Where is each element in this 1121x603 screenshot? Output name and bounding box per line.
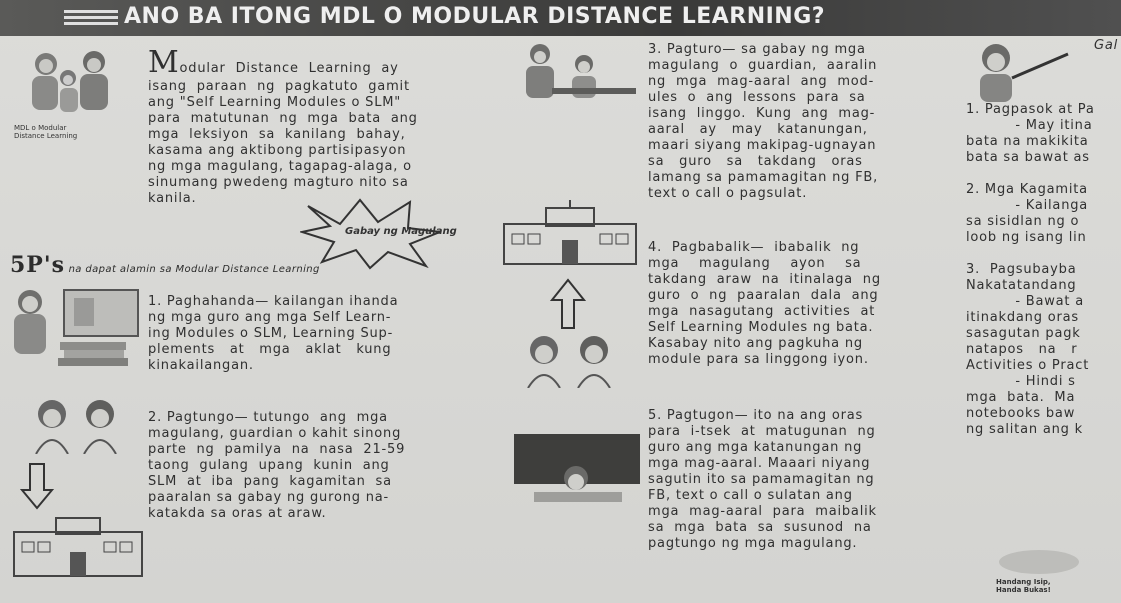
intro-first-line-text: odular Distance Learning ay bbox=[179, 61, 399, 76]
step-3-text: 3. Pagturo— sa gabay ng mga magulang o guardian, aaralin ng mga mag-aaral ang mod- ules o ang lessons para sa isang linggo. Kung ang mag- aaral ay may katanungan, maari siyang makipag-ugnayan sa guro sa takdang oras lamang sa pamamagitan ng FB, text o call o pagsulat. bbox=[648, 42, 879, 201]
title-stripes bbox=[64, 10, 118, 28]
right-column-text: 1. Pagpasok at Pa - May itina bata na makikita bata sa bawat as 2. Mga Kagamita - Kailanga sa sisidlan ng o loob ng isang lin 3. Pagsubayba Nakatatandang - Bawat a itinakdang oras sasagutan pagk natapos na r Activities o Pract - Hindi s mga bata. Ma notebooks baw ng salitan ang k bbox=[966, 102, 1095, 437]
intro-dropcap: M bbox=[148, 45, 180, 80]
school-building-illustration bbox=[8, 512, 148, 578]
parents-masks-illustration bbox=[514, 332, 626, 388]
burst-label: Gabay ng Magulang bbox=[345, 226, 457, 237]
page-title: ANO BA ITONG MDL O MODULAR DISTANCE LEARNING? bbox=[124, 4, 826, 29]
five-ps-big: 5P's bbox=[10, 252, 65, 278]
arrow-up-icon bbox=[550, 278, 586, 330]
teacher-pointer-illustration bbox=[964, 38, 1074, 104]
title-bar bbox=[0, 0, 1121, 36]
right-corner-text: Gal bbox=[1094, 38, 1119, 53]
teacher-books-illustration bbox=[4, 284, 144, 370]
five-ps-heading bbox=[10, 252, 320, 278]
five-ps-sub: na dapat alamin sa Modular Distance Learning bbox=[64, 264, 320, 275]
arrow-down-icon bbox=[20, 462, 54, 510]
step-2-text: 2. Pagtungo— tutungo ang mga magulang, guardian o kahit sinong parte ng pamilya na nasa 21-59 taong gulang upang kunin ang SLM at iba pang kagamitan sa paaralan sa gabay ng gurong na- katakda sa oras at araw. bbox=[148, 410, 406, 521]
stamp-text: Handang Isip, Handa Bukas! bbox=[996, 578, 1051, 594]
step-1-text: 1. Paghahanda— kailangan ihanda ng mga guro ang mga Self Learn- ing Modules o SLM, Learning Sup- plements at mga aklat kung kinakailangan. bbox=[148, 294, 399, 373]
stamp-illustration bbox=[994, 546, 1084, 578]
parents-illustration bbox=[20, 396, 130, 454]
intro-paragraph: isang paraan ng pagkatuto gamit ang "Self Learning Modules o SLM" para matutunan ng mga bata ang mga leksiyon sa kanilang bahay, kasama ang aktibong partisipasyon ng mga magulang, tagapag-alaga, o sinumang pwedeng magturo nito sa kanila. bbox=[148, 79, 418, 206]
parent-child-studying-illustration bbox=[512, 42, 642, 104]
school-illustration bbox=[500, 200, 640, 266]
step-5-text: 5. Pagtugon— ito na ang oras para i-tsek at matugunan ng guro ang mga katanungan ng mga mag-aaral. Maaari niyang sagutin ito sa pamamagitan ng FB, text o call o sulatan ang mga mag-aaral para maibalik sa mga bata sa susunod na pagtungo ng mga magulang. bbox=[648, 408, 877, 551]
mdl-caption: MDL o Modular Distance Learning bbox=[14, 124, 78, 140]
intro-first-line bbox=[148, 45, 399, 80]
step-4-text: 4. Pagbabalik— ibabalik ng mga magulang ayon sa takdang araw na itinalaga ng guro o ng paaralan dala ang mga nasagutang activities at Self Learning Modules ng bata. Kasabay nito ang pagkuha ng module para sa linggong iyon. bbox=[648, 240, 881, 367]
teacher-laptop-illustration bbox=[510, 428, 644, 510]
family-illustration bbox=[6, 44, 142, 122]
